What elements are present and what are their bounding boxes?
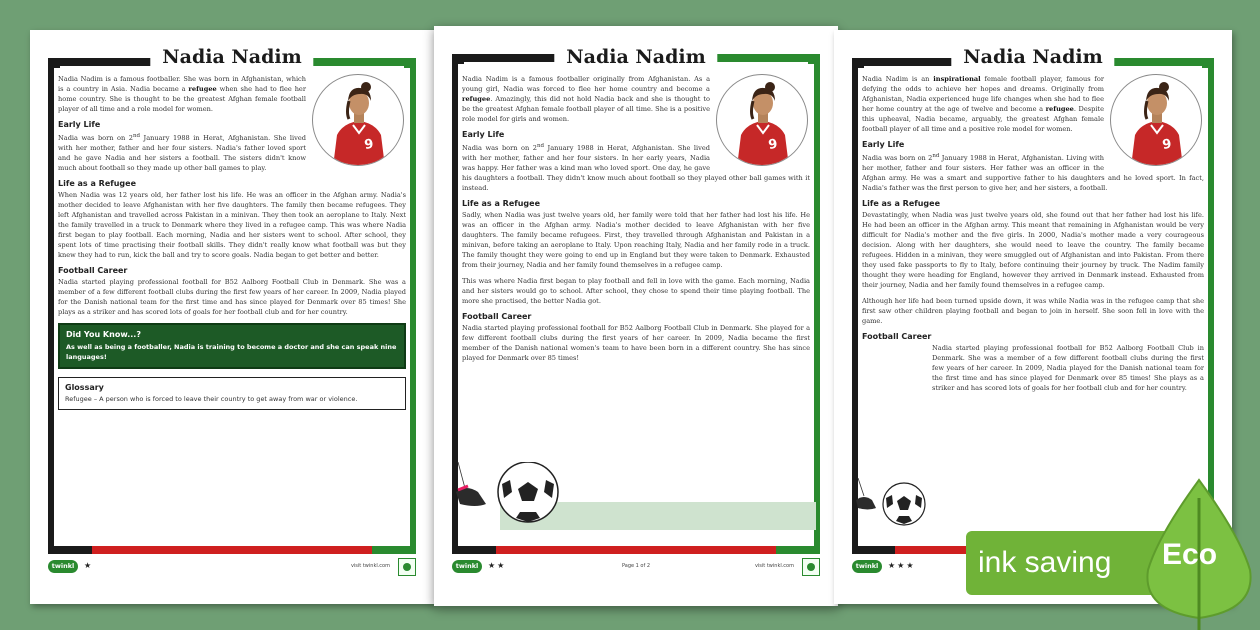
early-life-heading: Early Life: [58, 120, 101, 129]
refugee-text: Sadly, when Nadia was just twelve years old, her family were told that her father had lost his life. He was an officer in the Afghan army. Nadia's mother decided to leave Afghanistan with her five daughters. The family became refugees. First, they travelled through Afghanistan and Pakistan in a minivan, before taking an aeroplane to Italy. Upon reaching Italy, Nadia and her family rode in a truck. The family thought they were going to end up in England but they were taken to Denmark. Exhausted from their journey, Nadia and her family found themselves in a refugee camp.: [462, 211, 810, 270]
page-title: Nadia Nadim: [951, 46, 1114, 68]
career-heading: Football Career: [462, 312, 532, 322]
quality-badge-icon: [802, 558, 820, 576]
intro-paragraph: Nadia Nadim is a famous footballer. She was born in Afghanistan, which is a country in Asia. Nadia became a refugee when she had to flee her home country. She is thought to be the greatest Afghan female football player of all time and a role model for women.: [58, 75, 306, 113]
page-footer: [452, 558, 820, 576]
worksheet-page-1: [30, 30, 434, 604]
bottom-flag-bar: [452, 546, 820, 554]
page-content: [862, 74, 1204, 542]
twinkl-logo: twinkl: [852, 560, 882, 573]
visit-link[interactable]: visit twinkl.com: [754, 563, 794, 569]
page-title: Nadia Nadim: [150, 46, 313, 68]
refugee-text-2: Although her life had been turned upside down, it was while Nadia was in the refugee camp that she first saw other children playing football and began to join in herself. She soon fell in love with the game.: [862, 297, 1204, 326]
glossary-box: [58, 377, 406, 410]
early-life-heading: Early Life: [862, 140, 905, 149]
twinkl-logo: twinkl: [452, 560, 482, 573]
did-you-know-text: As well as being a footballer, Nadia is training to become a doctor and she can speak nine languages!: [66, 343, 397, 362]
refugee-text: When Nadia was 12 years old, her father lost his life. He was an officer in the Afghan army. Nadia's mother decided to leave Afghanistan with her five daughters. The family then became refugees. They left Afghanistan and travelled across Pakistan in a minivan. They then took an aeroplane to Italy. Next the family travelled in a truck to Denmark where they lived in a refugee camp. This was where Nadia first began to play football. Each morning, Nadia and her sisters went to school. After school, they spent lots of time practising their football skills. They didn't really know what football was but they knew they had to run, kick the ball and try to score goals. Nadia began to get better and better.: [58, 191, 406, 260]
career-heading: Football Career: [58, 266, 128, 276]
page-number: Page 1 of 2: [621, 563, 651, 569]
nadia-portrait-illustration: [1110, 74, 1202, 166]
nadia-portrait-illustration: [312, 74, 404, 166]
nadia-portrait-illustration: [716, 74, 808, 166]
career-heading: Football Career: [862, 332, 932, 342]
bottom-flag-bar: [48, 546, 416, 554]
early-life-heading: Early Life: [462, 130, 505, 139]
glossary-text: Refugee – A person who is forced to leave their country to get away from war or violence.: [65, 395, 358, 404]
career-text: Nadia started playing professional football for B52 Aalborg Football Club in Denmark. She played for a few different football clubs during the first years of her career. In 2009, Nadia became the first member of the Danish national women's team to have been born in a different country. She has since played for Denmark over 85 times!: [462, 324, 810, 363]
page-footer: [48, 558, 416, 576]
svg-text:9: 9: [1161, 136, 1173, 153]
intro-paragraph: Nadia Nadim is a famous footballer originally from Afghanistan. As a young girl, Nadia was forced to flee her home country and become a refugee. Amazingly, this did not hold Nadia back and she is thought to be the greatest Afghan female football player of all time. She is a positive role model for girls and women.: [462, 75, 710, 123]
eco-label: Eco: [1162, 538, 1218, 571]
football-illustration: [456, 462, 816, 532]
worksheet-page-2: [434, 26, 838, 606]
eco-leaf-icon: [1140, 478, 1258, 630]
career-text: Nadia started playing professional football for B52 Aalborg Football Club in Denmark. She was a member of a few different football clubs during the first few years of her career. In 2009, Nadia played for the Danish national team for the first time and has since played for Denmark over 85 times! She plays as a striker and has scored lots of goals for her football club and for her country.: [58, 278, 406, 317]
svg-text:9: 9: [363, 136, 375, 153]
refugee-text-2: This was where Nadia first began to play football and fell in love with the game. Each morning, Nadia and her sisters would go to school. After school, they chose to spend their time playing football. The more she practised, the better Nadia got.: [462, 277, 810, 306]
refugee-heading: Life as a Refugee: [862, 199, 940, 209]
difficulty-stars: ★★: [488, 561, 507, 570]
difficulty-stars: ★: [84, 561, 94, 570]
refugee-heading: Life as a Refugee: [462, 199, 540, 209]
visit-link[interactable]: visit twinkl.com: [350, 563, 390, 569]
did-you-know-box: [58, 323, 406, 369]
svg-text:9: 9: [767, 136, 779, 153]
early-life-text: Nadia was born on 2nd January 1988 in Herat, Afghanistan. She lived with her mother, father and her four sisters. Nadia's father loved sport and he gave Nadia and her sisters a football. The sisters didn't know much about football so they made up other ball games to play.: [58, 133, 306, 173]
refugee-text: Devastatingly, when Nadia was just twelve years old, she found out that her father had lost his life. He had been an officer in the Afghan army. This meant that remaining in Afghanistan would be very difficult for Nadia's mother and the five girls. In 2000, Nadia's mother made a very courageous decision. Along with her daughters, she would need to leave the country. The family became refugees. Hidden in a minivan, they were smuggled out of Afghanistan and into Pakistan. From there they used fake passports to fly to Italy, before continuing their journey by truck. The Nadim family thought they were heading for England, however they arrived in Denmark instead. Exhausted from their journey, Nadia and her family found themselves in a refugee camp.: [862, 211, 1204, 290]
twinkl-logo: twinkl: [48, 560, 78, 573]
intro-paragraph: Nadia Nadim is an inspirational female football player, famous for defying the odds to achieve her hopes and dreams. Originally from Afghanistan, Nadia experienced huge life changes when she had to flee her home country at the age of twelve and become a refugee. Despite this upheaval, Nadia became, arguably, the greatest Afghan female football player of all time and a positive role model for women.: [862, 75, 1104, 133]
refugee-heading: Life as a Refugee: [58, 179, 136, 189]
page-content: [58, 74, 406, 542]
ink-saving-label: ink saving: [978, 546, 1112, 579]
football-illustration: [856, 478, 928, 528]
page-title: Nadia Nadim: [554, 46, 717, 68]
did-you-know-heading: Did You Know...?: [66, 330, 141, 340]
career-text: Nadia started playing professional football for B52 Aalborg Football Club in Denmark. She was a member of a few different football clubs during the first few years of her career. In 2009, Nadia played for the Danish national team for the first time and has since played for Denmark over 85 times! She plays as a striker and has scored lots of goals for her football club and for her country.: [932, 344, 1204, 393]
quality-badge-icon: [398, 558, 416, 576]
glossary-heading: Glossary: [65, 383, 104, 393]
difficulty-stars: ★★★: [888, 561, 916, 570]
early-life-text: Nadia was born on 2nd January 1988 in Herat, Afghanistan. Living with her mother, father and four sisters. Her father was an officer in the Afghan army. He was a smart and supportive father to his daughters and he loved sport. In fact, Nadia's father was the first person to give her, and her sisters, a football.: [862, 153, 1204, 193]
early-life-text: Nadia was born on 2nd January 1988 in Herat, Afghanistan. She lived with her mother, father and her four sisters. In her early years, Nadia was happy. Her father was a kind man who loved sport. One day, he gave his daughters a football. They didn't know much about football so they played other ball games with it instead.: [462, 143, 810, 193]
